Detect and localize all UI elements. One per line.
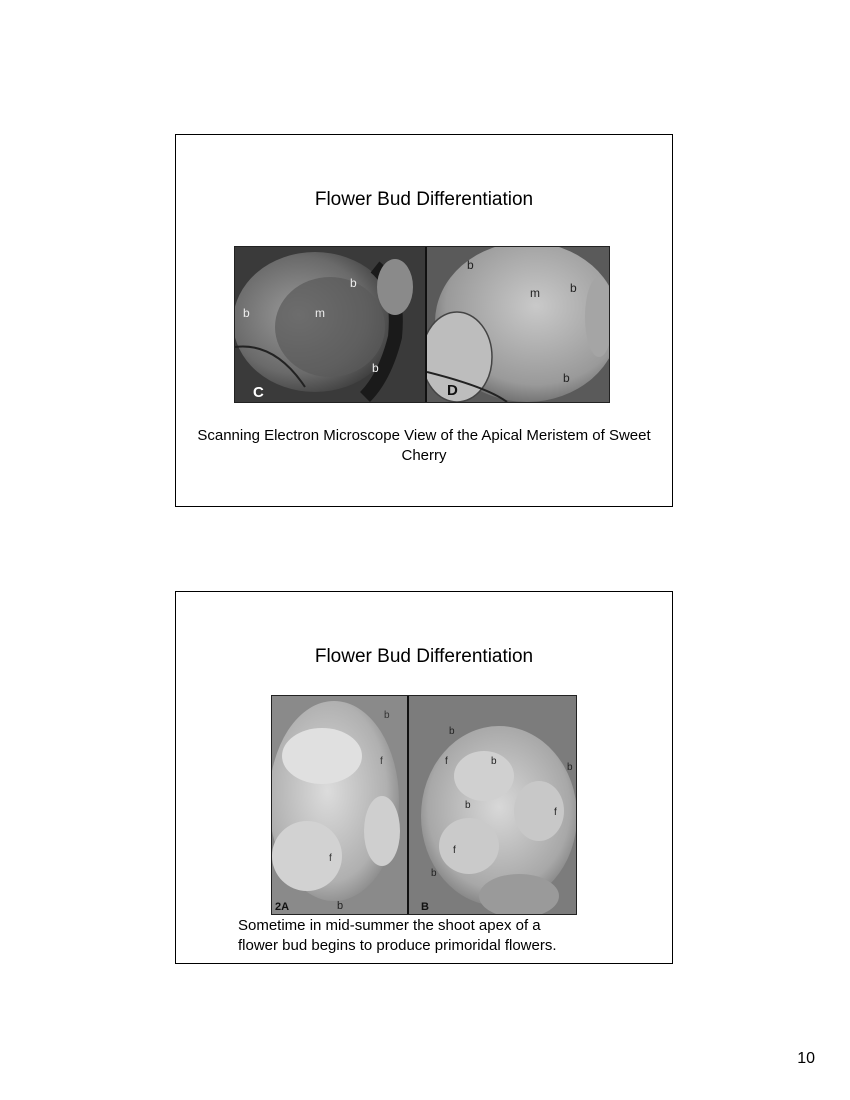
label-f: f — [445, 756, 448, 767]
slide-2 — [175, 591, 673, 964]
sem-photo-c — [235, 247, 425, 402]
label-b: b — [570, 281, 577, 295]
panel-label: 2A — [275, 901, 290, 913]
label-b: b — [350, 276, 357, 290]
label-f: f — [380, 756, 383, 767]
label-b: b — [449, 726, 455, 737]
label-m: m — [315, 306, 325, 320]
sem-photo-pair — [271, 695, 577, 915]
sem-photo-b — [409, 696, 576, 914]
label-b: b — [337, 900, 344, 912]
panel-label: B — [421, 901, 429, 913]
label-b: b — [491, 756, 497, 767]
sem-image-d — [427, 247, 609, 402]
label-f: f — [554, 807, 557, 818]
label-b: b — [567, 762, 573, 773]
slide-caption — [238, 916, 632, 956]
sem-image-c — [235, 247, 425, 402]
sem-photo-d — [427, 247, 609, 402]
sem-image-b — [409, 696, 576, 914]
label-f: f — [453, 845, 456, 856]
label-b: b — [243, 306, 250, 320]
label-b: b — [384, 710, 390, 721]
label-f: f — [329, 853, 332, 864]
label-m: m — [530, 286, 540, 300]
label-b: b — [431, 868, 437, 879]
sem-photo-pair — [234, 246, 610, 403]
panel-label: C — [253, 384, 264, 401]
slide-1 — [175, 134, 673, 507]
slide-title: Flower Bud Differentiation — [314, 189, 534, 210]
label-b: b — [372, 361, 379, 375]
page-number: 10 — [797, 1050, 815, 1067]
label-b: b — [467, 258, 474, 272]
label-b: b — [563, 371, 570, 385]
panel-label: D — [447, 382, 458, 399]
sem-image-2a — [272, 696, 407, 914]
slide-caption: Scanning Electron Microscope View of the Apical Meristem of Sweet Cherry — [197, 427, 651, 464]
slide-title: Flower Bud Differentiation — [314, 646, 534, 667]
label-b: b — [465, 800, 471, 811]
sem-photo-2a — [272, 696, 407, 914]
caption-line: Sometime in mid-summer the shoot apex of a — [238, 917, 541, 934]
caption-line: flower bud begins to produce primoridal flowers. — [238, 937, 557, 954]
